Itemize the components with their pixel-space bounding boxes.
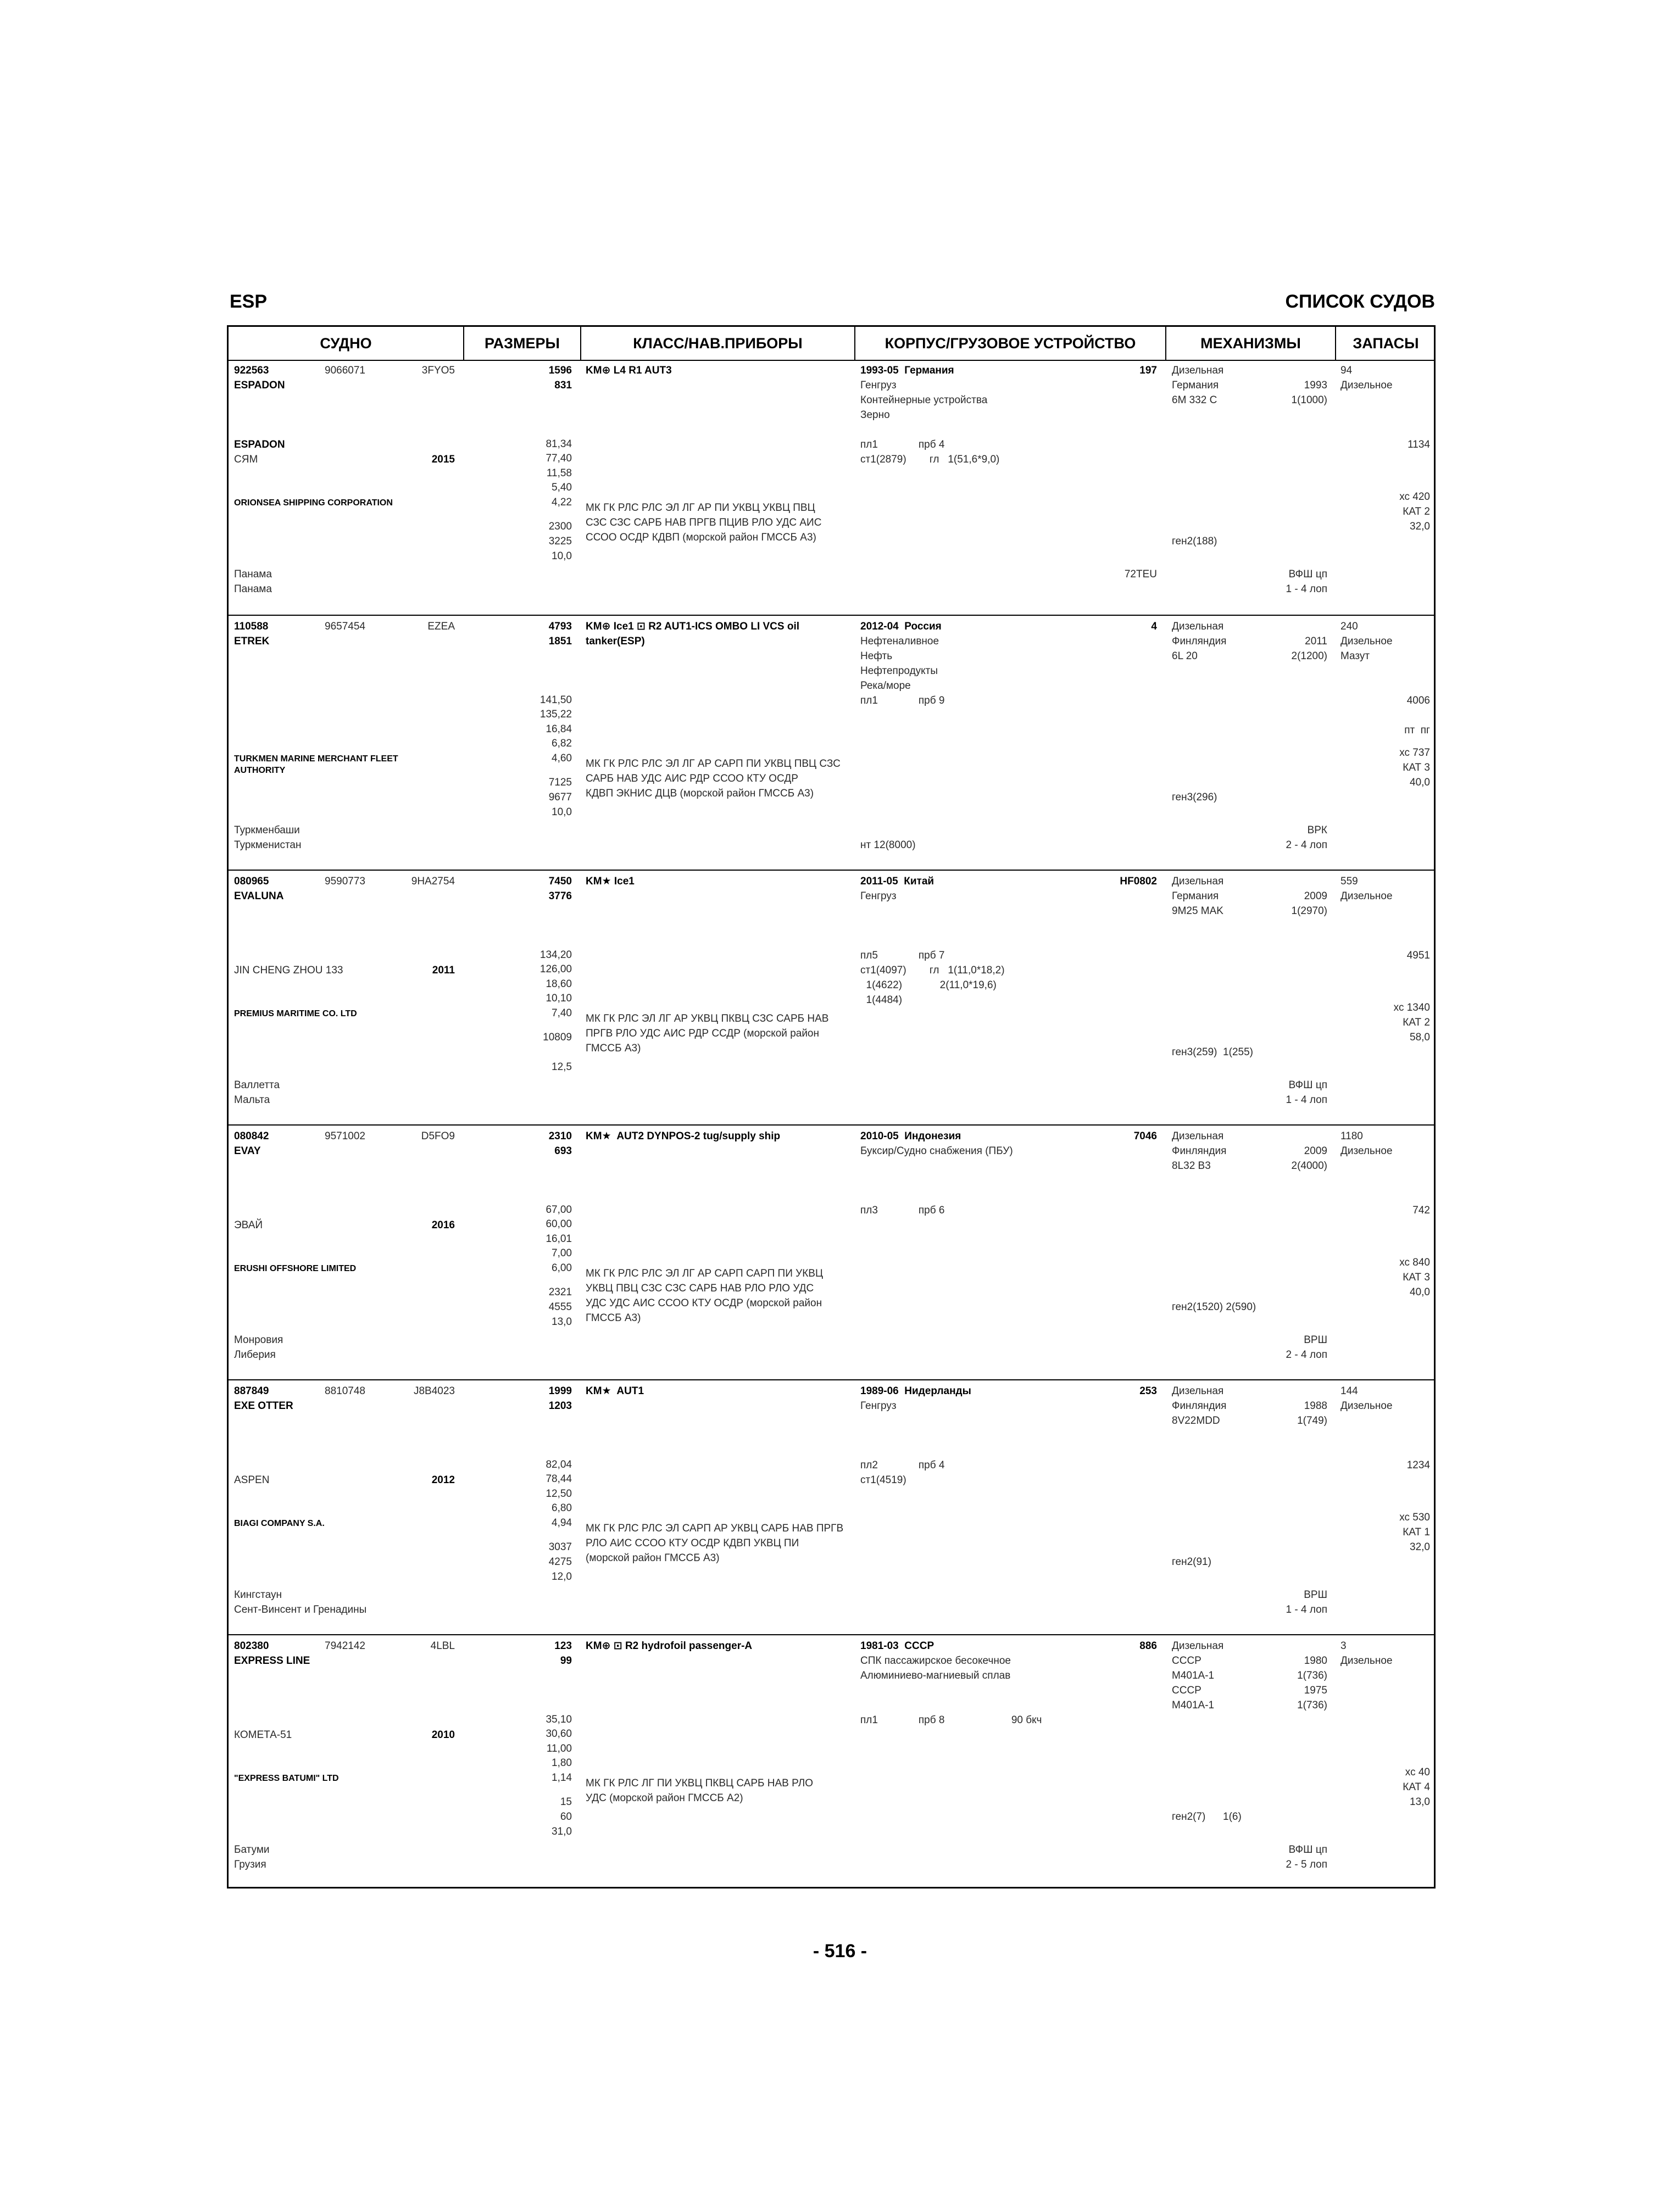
navigation-equipment: МК ГК РЛС ЛГ ПИ УКВЦ ПКВЦ САРБ НАВ РЛО УДС (морской район ГМССБ А2) [586,1778,813,1804]
yard-number: HF0802 [1120,876,1157,887]
generators: ген2(188) [1172,536,1217,547]
dimensions: 35,10 30,60 11,00 1,80 1,14 [546,1714,572,1784]
endurance-category: хс 1340 КАТ 2 58,0 [1393,1002,1430,1043]
endurance-category: хс 420 КАТ 2 32,0 [1399,491,1430,532]
ship-record [229,870,1434,1124]
engine-year-power: 2009 2(4000) [1291,1145,1327,1172]
ship-record [229,1124,1434,1379]
table-header [229,327,1434,361]
navigation-equipment: МК ГК РЛС РЛС ЭЛ САРП АР УКВЦ САРБ НАВ ПРГВ РЛО АИС ССОО КТУ ОСДР КДВП УКВЦ ПИ (морской район ГМССБ А3) [586,1523,844,1564]
call-sign: 4LBL [430,1640,455,1652]
dimensions: 141,50 135,22 16,84 6,82 4,60 [539,694,572,764]
propeller: ВРК 2 - 4 лоп [1286,825,1327,851]
ship-type: Нефтеналивное Нефть Нефтепродукты Река/море пл1 прб 9 [860,636,945,706]
ship-record [229,1379,1434,1634]
column-header-dimensions: РАЗМЕРЫ [485,335,560,352]
endurance-category: хс 737 КАТ 3 40,0 [1399,747,1430,788]
holds-hatches: пл2 прб 4 ст1(4519) [860,1459,945,1486]
former-name-year: 2010 [431,1729,455,1741]
tonnage: 1596 831 [548,365,572,391]
engine-year-power: 1993 1(1000) [1291,380,1327,406]
imo-number: 9066071 [325,365,365,376]
flag: Либерия [234,1349,276,1361]
owner: "EXPRESS BATUMI" LTD [234,1774,339,1783]
build-year-country: 1993-05 Германия [860,365,954,376]
container-capacity: 72TEU [1124,569,1157,580]
call-sign: J8B4023 [413,1385,455,1397]
generators: ген3(296) [1172,792,1217,803]
column-header-supplies: ЗАПАСЫ [1353,335,1419,352]
engine-year-power: 2009 1(2970) [1291,890,1327,917]
imo-number: 9571002 [325,1130,365,1142]
ship-type: Генгруз [860,1400,897,1412]
ship-register-table [227,325,1436,1889]
registry-number: 802380 [234,1640,269,1652]
tonnage: 7450 3776 [548,876,572,902]
navigation-equipment: МК ГК РЛС РЛС ЭЛ ЛГ АР САРП ПИ УКВЦ ПВЦ СЗС САРБ НАВ УДС АИС РДР ССОО КТУ ОСДР КДВП ЭКНИС ДЦВ (морской район ГМССБ А3) [586,758,841,799]
fuel-supply: 1180 Дизельное [1340,1130,1393,1157]
call-sign: EZEA [427,621,455,632]
column-header-vessel: СУДНО [320,335,372,352]
page-number: - 516 - [813,1941,867,1962]
registry-number: 080842 [234,1130,269,1142]
endurance-category: хс 840 КАТ 3 40,0 [1399,1257,1430,1298]
fuel-capacity: 1234 [1406,1459,1430,1471]
ship-record [229,615,1434,870]
ship-type: Генгруз [860,890,897,902]
holds-hatches: пл1 прб 8 90 бкч [860,1714,1042,1726]
tonnage: 123 99 [554,1640,572,1667]
former-name-year: 2012 [431,1474,455,1486]
ship-name: EXE OTTER [234,1400,293,1412]
home-port: Монровия [234,1334,283,1346]
engine-details: Дизельная Финляндия 8L32 B3 [1172,1130,1227,1172]
home-port: Туркменбаши [234,825,300,836]
ship-name: ESPADON [234,380,285,391]
endurance-category: хс 530 КАТ 1 32,0 [1399,1512,1430,1553]
dimensions: 82,04 78,44 12,50 6,80 4,94 [546,1459,572,1529]
fuel-capacity: 4951 [1406,950,1430,961]
engine-details: Дизельная Финляндия 8V22MDD [1172,1385,1227,1427]
ship-record [229,360,1434,615]
fuel-supply: 240 Дизельное Мазут [1340,621,1393,662]
ship-record [229,1634,1434,1889]
ship-name: EXPRESS LINE [234,1655,310,1667]
propeller: ВРШ 1 - 4 лоп [1286,1589,1327,1615]
deadweight: 2300 3225 10,0 [548,521,572,562]
ship-name: ETREK [234,636,270,647]
owner: BIAGI COMPANY S.A. [234,1519,325,1528]
header-title: СПИСОК СУДОВ [1285,291,1435,312]
former-name: СЯМ [234,454,258,465]
former-name-year: 2015 [431,454,455,465]
ship-name-latin: ESPADON [234,439,285,450]
fuel-supply: 559 Дизельное [1340,876,1393,902]
engine-details: Дизельная Германия 9M25 MAK [1172,876,1224,917]
ship-type: СПК пассажирское бесокечное Алюминиево-магниевый сплав [860,1655,1011,1681]
ship-type: Генгруз Контейнерные устройства Зерно [860,380,988,421]
cargo-tanks: нт 12(8000) [860,839,916,851]
navigation-equipment: МК ГК РЛС РЛС ЭЛ ЛГ АР ПИ УКВЦ УКВЦ ПВЦ СЗС СЗС САРБ НАВ ПРГВ ПЦИВ РЛО УДС АИС ССОО ОСДР КДВП (морской район ГМССБ А3) [586,502,822,543]
propeller: ВРШ 2 - 4 лоп [1286,1334,1327,1361]
ship-type: Буксир/Судно снабжения (ПБУ) [860,1145,1013,1157]
former-name: КОМЕТА-51 [234,1729,292,1741]
flag: Панама [234,583,272,595]
supply-extra: пт пг [1404,725,1430,736]
propeller: ВФШ цп 1 - 4 лоп [1286,569,1327,595]
class-notation: KM⊕ L4 R1 AUT3 [586,365,672,376]
endurance-category: хс 40 КАТ 4 13,0 [1403,1767,1430,1808]
fuel-capacity: 4006 [1406,695,1430,706]
yard-number: 4 [1151,621,1157,632]
call-sign: 3FYO5 [421,365,455,376]
owner: ORIONSEA SHIPPING CORPORATION [234,498,393,508]
holds-hatches: пл3 прб 6 [860,1205,945,1216]
build-year-country: 2012-04 Россия [860,621,942,632]
deadweight: 3037 4275 12,0 [548,1541,572,1583]
yard-number: 7046 [1133,1130,1157,1142]
yard-number: 886 [1139,1640,1157,1652]
class-notation: KM⊕ Ice1 ⊡ R2 AUT1-ICS OMBO LI VCS oil tanker(ESP) [586,621,800,647]
column-header-hull: КОРПУС/ГРУЗОВОЕ УСТРОЙСТВО [884,335,1136,352]
column-header-machinery: МЕХАНИЗМЫ [1200,335,1301,352]
flag: Туркменистан [234,839,302,851]
engine-year-power: 1980 1(736) 1975 1(736) [1297,1655,1327,1711]
former-name: JIN CHENG ZHOU 133 [234,965,343,976]
generators: ген2(91) [1172,1556,1211,1568]
engine-details: Дизельная Германия 6M 332 C [1172,365,1224,406]
flag: Сент-Винсент и Гренадины [234,1604,367,1615]
build-year-country: 2010-05 Индонезия [860,1130,961,1142]
imo-number: 8810748 [325,1385,365,1397]
build-year-country: 1981-03 СССР [860,1640,934,1652]
class-notation: KM⊕ ⊡ R2 hydrofoil passenger-A [586,1640,753,1652]
owner: ERUSHI OFFSHORE LIMITED [234,1264,357,1273]
engine-year-power: 1988 1(749) [1297,1400,1327,1427]
build-year-country: 1989-06 Нидерланды [860,1385,971,1397]
tonnage: 4793 1851 [548,621,572,647]
ship-name: EVAY [234,1145,261,1157]
yard-number: 197 [1139,365,1157,376]
home-port: Панама [234,569,272,580]
propeller: ВФШ цп 1 - 4 лоп [1286,1079,1327,1106]
imo-number: 7942142 [325,1640,365,1652]
registry-number: 080965 [234,876,269,887]
yard-number: 253 [1139,1385,1157,1397]
call-sign: D5FO9 [421,1130,455,1142]
fuel-supply: 94 Дизельное [1340,365,1393,391]
former-name: ЭВАЙ [234,1219,263,1231]
dimensions: 67,00 60,00 16,01 7,00 6,00 [546,1204,572,1274]
registry-number: 887849 [234,1385,269,1397]
home-port: Кингстаун [234,1589,282,1601]
engine-year-power: 2011 2(1200) [1291,636,1327,662]
generators: ген2(1520) 2(590) [1172,1301,1256,1313]
deadweight: 10809 12,5 [543,1032,572,1073]
ship-name: EVALUNA [234,890,284,902]
deadweight: 7125 9677 10,0 [548,777,572,818]
deadweight: 2321 4555 13,0 [548,1286,572,1328]
imo-number: 9657454 [325,621,365,632]
holds-hatches: пл1 прб 4 ст1(2879) гл 1(51,6*9,0) [860,439,1000,465]
owner: PREMIUS MARITIME CO. LTD [234,1009,357,1018]
class-notation: KM★ Ice1 [586,876,635,887]
class-notation: KM★ AUT1 [586,1385,644,1397]
navigation-equipment: МК ГК РЛС РЛС ЭЛ ЛГ АР САРП САРП ПИ УКВЦ УКВЦ ПВЦ СЗС СЗС САРБ НАВ РЛО РЛО УДС УДС УДС АИС ССОО КТУ ОСДР (морской район ГМССБ А3) [586,1268,824,1324]
build-year-country: 2011-05 Китай [860,876,934,887]
column-header-class: КЛАСС/НАВ.ПРИБОРЫ [633,335,803,352]
registry-number: 110588 [234,621,269,632]
former-name-year: 2011 [432,965,455,976]
home-port: Валлетта [234,1079,280,1091]
fuel-capacity: 1134 [1408,439,1430,450]
owner: TURKMEN MARINE MERCHANT FLEET AUTHORITY [234,754,398,775]
dimensions: 81,34 77,40 11,58 5,40 4,22 [546,438,572,508]
holds-hatches: пл5 прб 7 ст1(4097) гл 1(11,0*18,2) 1(4622) 2(11,0*19,6) 1(4484) [860,950,1005,1006]
fuel-supply: 3 Дизельное [1340,1640,1393,1667]
former-name: ASPEN [234,1474,270,1486]
flag: Мальта [234,1094,270,1106]
class-notation: KM★ AUT2 DYNPOS-2 tug/supply ship [586,1130,781,1142]
propeller: ВФШ цп 2 - 5 лоп [1286,1844,1327,1870]
home-port: Батуми [234,1844,270,1856]
generators: ген2(7) 1(6) [1172,1811,1242,1823]
former-name-year: 2016 [431,1219,455,1231]
fuel-supply: 144 Дизельное [1340,1385,1393,1412]
dimensions: 134,20 126,00 18,60 10,10 7,40 [539,949,572,1019]
generators: ген3(259) 1(255) [1172,1046,1253,1058]
engine-details: Дизельная Финляндия 6L 20 [1172,621,1227,662]
fuel-capacity: 742 [1412,1205,1430,1216]
imo-number: 9590773 [325,876,365,887]
deadweight: 15 60 31,0 [552,1796,572,1837]
tonnage: 2310 693 [548,1130,572,1157]
flag: Грузия [234,1859,266,1870]
call-sign: 9HA2754 [411,876,455,887]
header-series-code: ESP [230,291,268,312]
navigation-equipment: МК ГК РЛС ЭЛ ЛГ АР УКВЦ ПКВЦ СЗС САРБ НАВ ПРГВ РЛО УДС АИС РДР ССДР (морской район ГМССБ А3) [586,1013,829,1054]
registry-number: 922563 [234,365,269,376]
engine-details: Дизельная СССР М401А-1 СССР М401А-1 [1172,1640,1224,1711]
tonnage: 1999 1203 [548,1385,572,1412]
